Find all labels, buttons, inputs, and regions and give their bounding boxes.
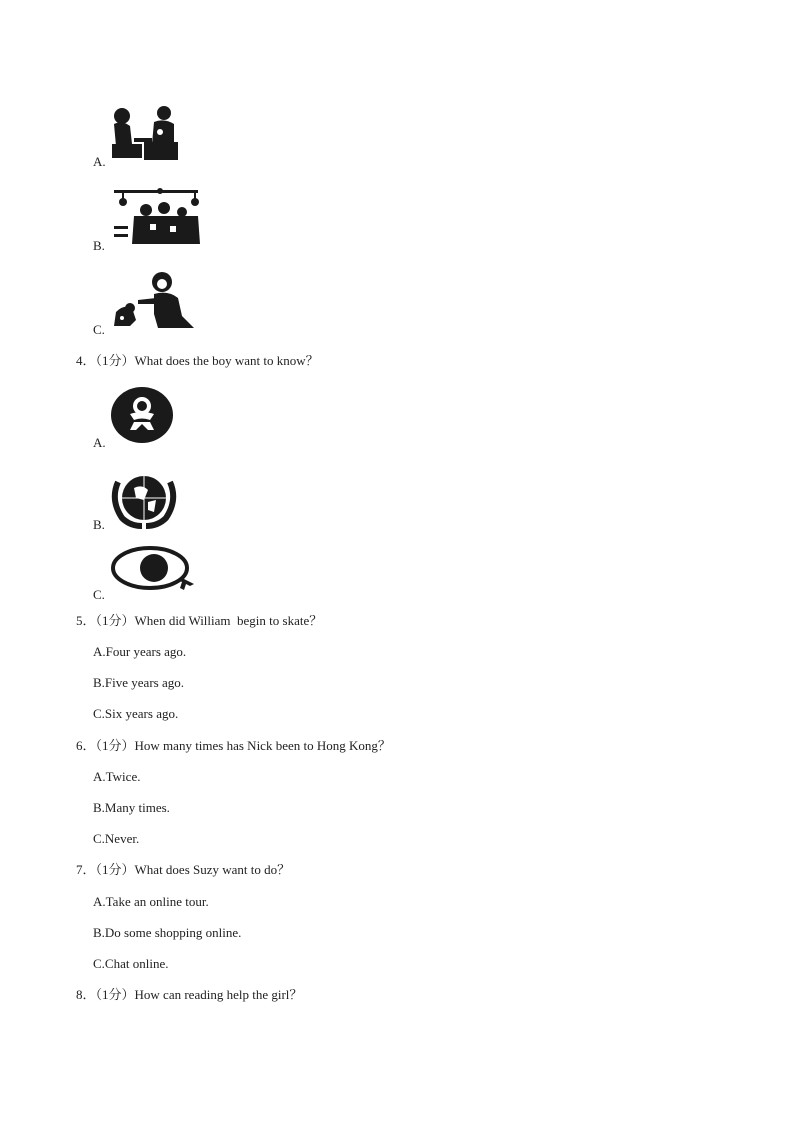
question-6: [76, 738, 391, 754]
question-5-score: （1分）: [95, 613, 135, 628]
globe-with-laurel-emblem-picture: [108, 470, 180, 530]
question-6-text: How many times has Nick been to Hong Kong？: [134, 738, 391, 753]
question-4-option-b-label: B.: [93, 517, 105, 532]
question-7-option-b: B.Do some shopping online.: [93, 925, 242, 940]
group-of-people-under-lamps-picture: [110, 186, 202, 248]
question-8-score: （1分）: [95, 987, 135, 1002]
prev-option-b-label: B.: [93, 238, 105, 253]
question-5-option-a: A.Four years ago.: [93, 644, 187, 659]
two-people-sitting-at-table-picture: [108, 104, 188, 162]
girl-kneeling-with-dog-picture: [110, 270, 200, 332]
prev-option-a-label: A.: [93, 154, 106, 169]
question-6-option-b: B.Many times.: [93, 800, 170, 815]
eye-shaped-logo-with-plane-picture: [110, 544, 196, 592]
question-6-number: 6．: [76, 738, 96, 753]
question-8-number: 8．: [76, 987, 96, 1002]
question-5: [76, 613, 322, 629]
question-4-number: 4．: [76, 353, 96, 368]
prev-option-c-label: C.: [93, 322, 105, 337]
question-7-score: （1分）: [95, 862, 135, 877]
question-4-score: （1分）: [95, 353, 135, 368]
question-7-option-c: C.Chat online.: [93, 956, 169, 971]
question-7-text: What does Suzy want to do？: [134, 862, 291, 877]
question-7: [76, 862, 290, 878]
question-4-option-c-label: C.: [93, 587, 105, 602]
round-black-emblem-picture: [110, 386, 174, 444]
question-4-text: What does the boy want to know？: [134, 353, 319, 368]
question-7-number: 7．: [76, 862, 96, 877]
question-4: [76, 353, 319, 369]
question-5-option-b: B.Five years ago.: [93, 675, 184, 690]
question-8: [76, 987, 302, 1003]
question-5-text: When did William begin to skate？: [134, 613, 323, 628]
question-6-option-c: C.Never.: [93, 831, 140, 846]
question-6-option-a: A.Twice.: [93, 769, 141, 784]
question-5-number: 5．: [76, 613, 96, 628]
question-4-option-a-label: A.: [93, 435, 106, 450]
question-8-text: How can reading help the girl？: [134, 987, 303, 1002]
question-5-option-c: C.Six years ago.: [93, 706, 179, 721]
question-6-score: （1分）: [95, 738, 135, 753]
question-7-option-a: A.Take an online tour.: [93, 894, 209, 909]
